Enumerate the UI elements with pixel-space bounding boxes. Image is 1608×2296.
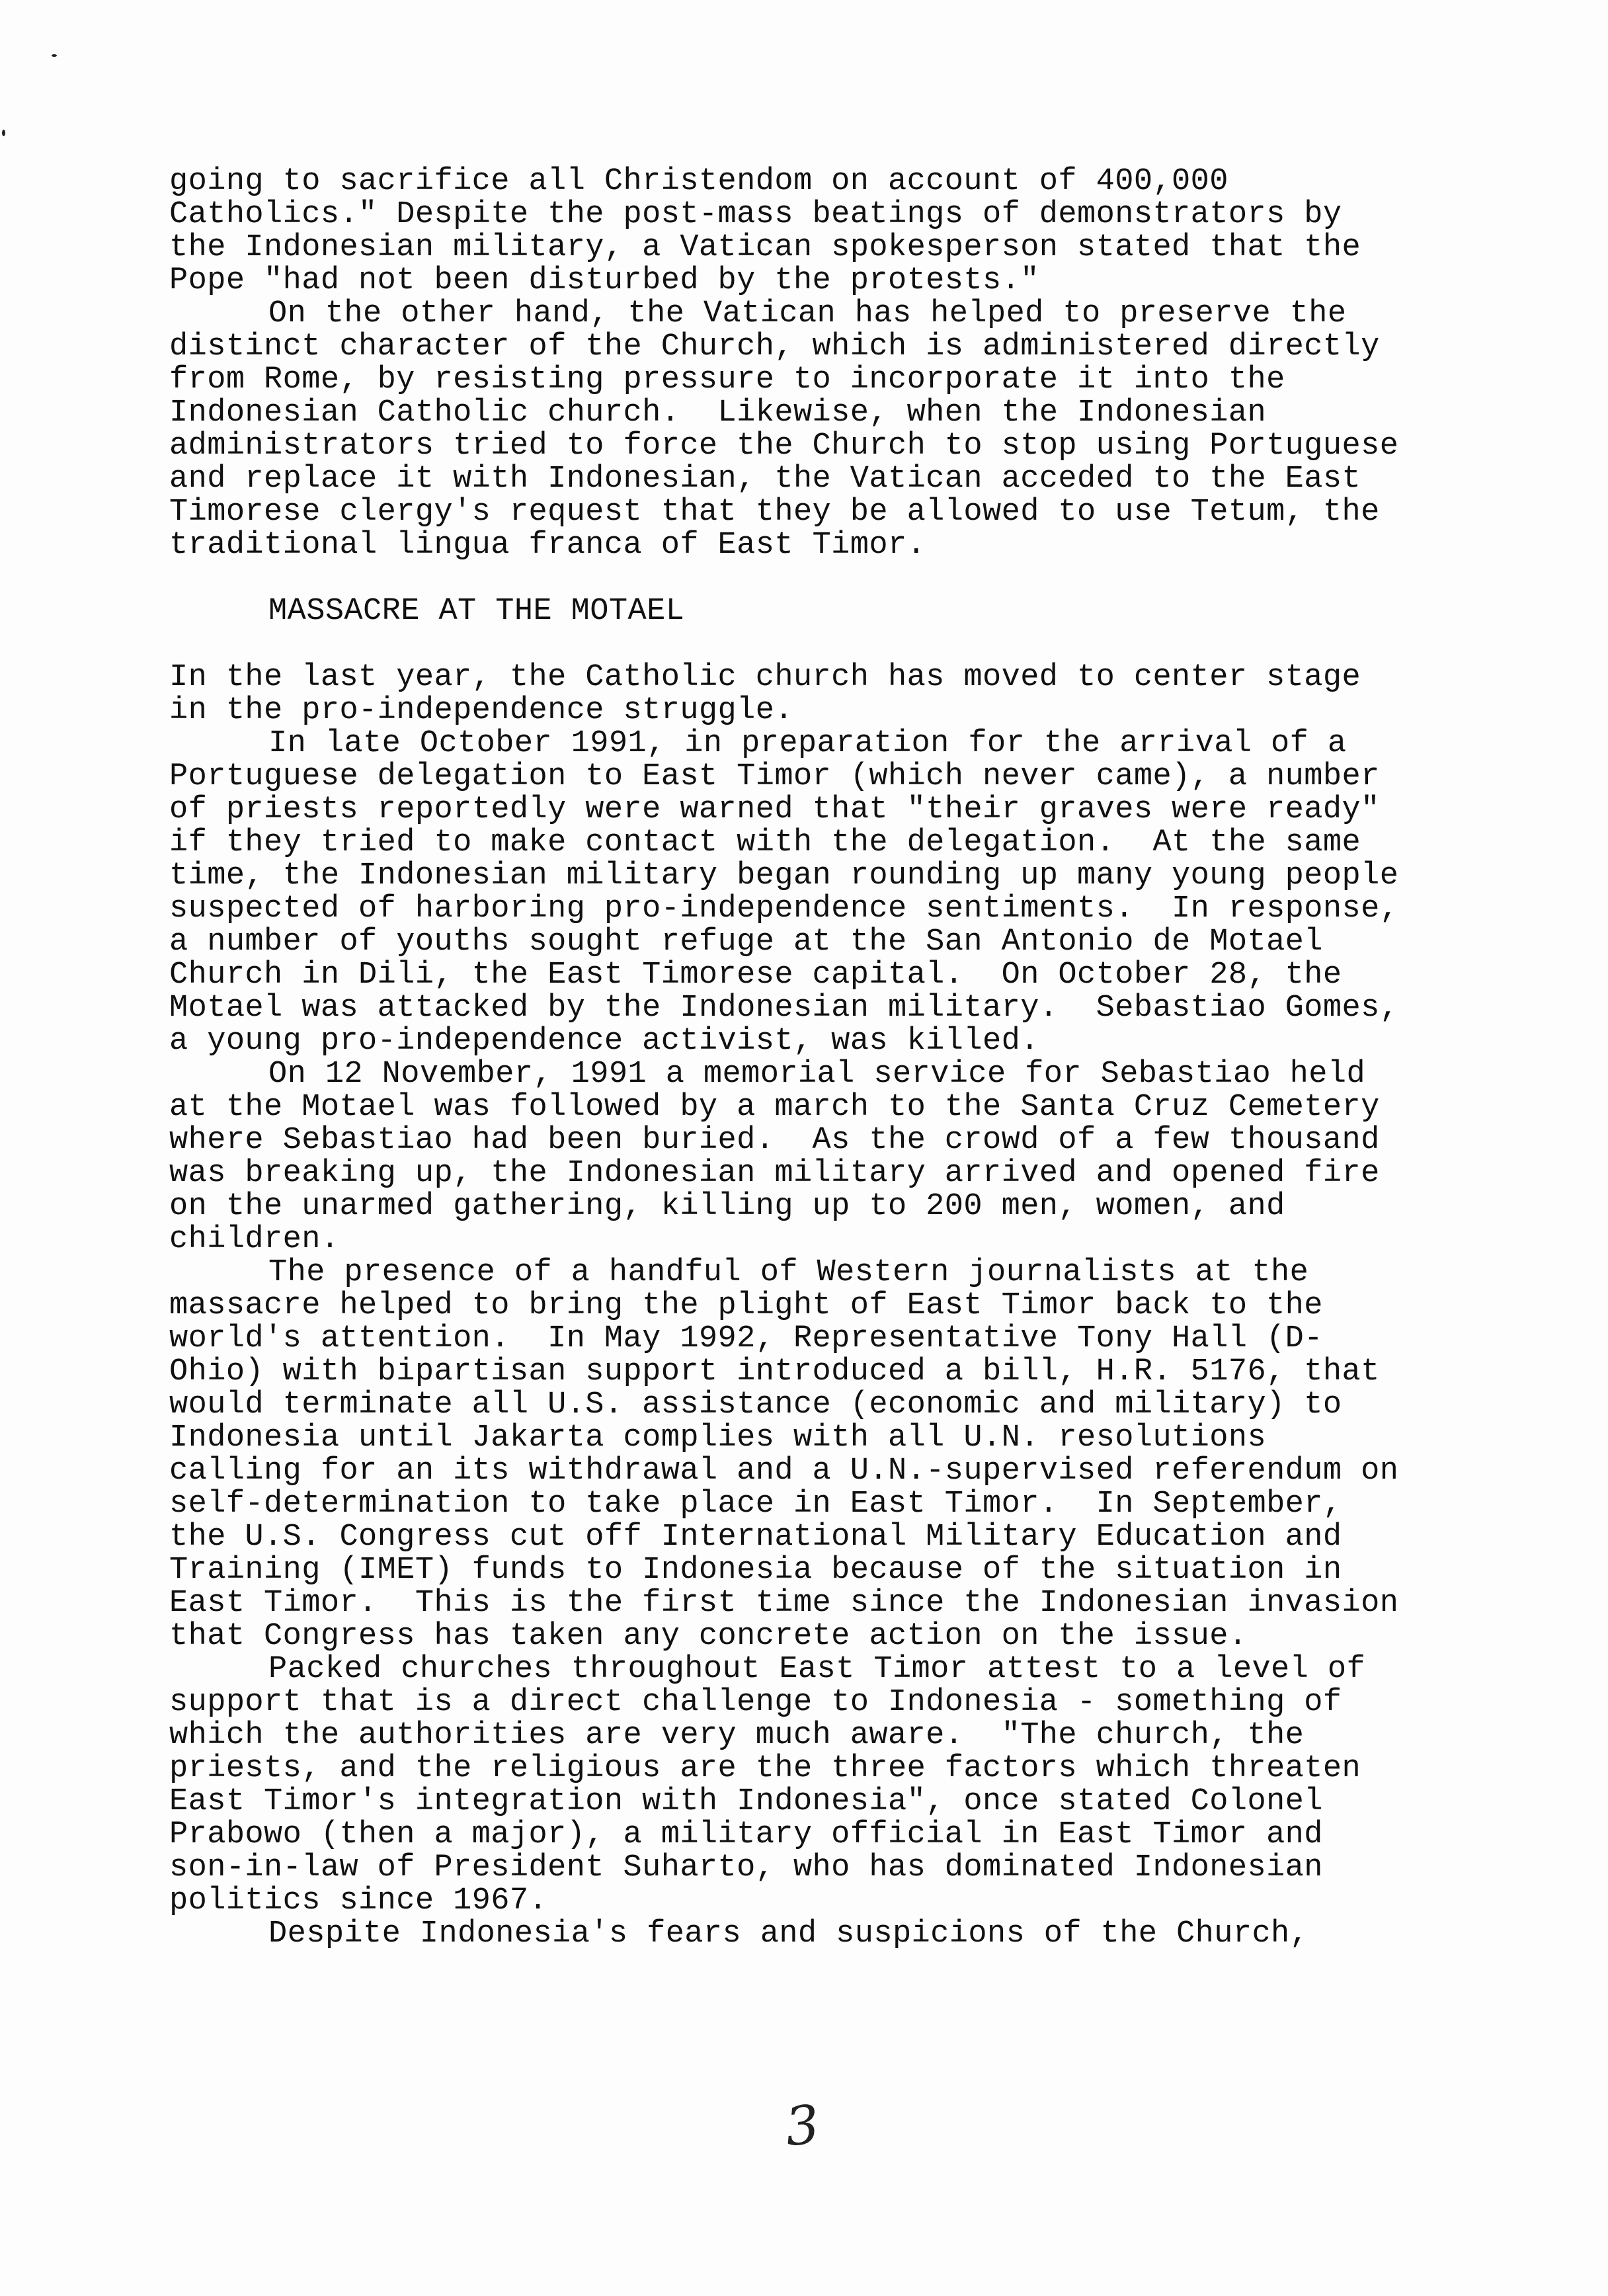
text-line-indented: On the other hand, the Vatican has helped to preserve the: [268, 296, 1347, 331]
text-line: Portuguese delegation to East Timor (which never came), a number: [169, 759, 1380, 794]
paragraph-gap: [169, 628, 1492, 661]
text-line: son-in-law of President Suharto, who has dominated Indonesian: [169, 1850, 1323, 1885]
text-line: Pope "had not been disturbed by the protests.": [169, 263, 1039, 298]
text-line: Indonesian Catholic church. Likewise, when the Indonesian: [169, 395, 1267, 430]
text-line: In the last year, the Catholic church has moved to center stage: [169, 660, 1361, 695]
text-line: Timorese clergy's request that they be allowed to use Tetum, the: [169, 495, 1380, 530]
text-line: East Timor's integration with Indonesia", once stated Colonel: [169, 1784, 1323, 1819]
text-line: massacre helped to bring the plight of East Timor back to the: [169, 1288, 1323, 1323]
text-line: Church in Dili, the East Timorese capital. On October 28, the: [169, 958, 1342, 993]
text-line: that Congress has taken any concrete action on the issue.: [169, 1619, 1248, 1654]
text-line: administrators tried to force the Church to stop using Portuguese: [169, 429, 1399, 464]
text-line: in the pro-independence struggle.: [169, 693, 793, 728]
text-line-indented: The presence of a handful of Western journalists at the: [268, 1255, 1309, 1290]
text-line: of priests reportedly were warned that "their graves were ready": [169, 792, 1380, 827]
text-line: East Timor. This is the first time since the Indonesian invasion: [169, 1586, 1399, 1621]
text-line: children.: [169, 1222, 340, 1257]
text-line: would terminate all U.S. assistance (economic and military) to: [169, 1387, 1342, 1422]
text-line: Ohio) with bipartisan support introduced a bill, H.R. 5176, that: [169, 1354, 1380, 1389]
text-line: traditional lingua franca of East Timor.: [169, 528, 926, 563]
text-line: world's attention. In May 1992, Representative Tony Hall (D-: [169, 1321, 1323, 1356]
document-body: [169, 165, 1492, 1951]
paragraph-gap: [169, 562, 1492, 595]
text-line: on the unarmed gathering, killing up to 200 men, women, and: [169, 1189, 1285, 1224]
section-heading: MASSACRE AT THE MOTAEL: [268, 594, 685, 629]
text-line-indented: Packed churches throughout East Timor attest to a level of: [268, 1652, 1366, 1687]
text-line: Prabowo (then a major), a military official in East Timor and: [169, 1817, 1323, 1852]
text-line: from Rome, by resisting pressure to incorporate it into the: [169, 362, 1285, 397]
text-line: time, the Indonesian military began rounding up many young people: [169, 858, 1399, 893]
text-line: was breaking up, the Indonesian military arrived and opened fire: [169, 1156, 1380, 1191]
text-line: calling for an its withdrawal and a U.N.-supervised referendum on: [169, 1454, 1399, 1489]
text-line: the U.S. Congress cut off International Military Education and: [169, 1520, 1342, 1555]
text-line: Training (IMET) funds to Indonesia because of the situation in: [169, 1553, 1342, 1588]
text-line: and replace it with Indonesian, the Vatican acceded to the East: [169, 462, 1361, 497]
text-line: which the authorities are very much aware. "The church, the: [169, 1718, 1305, 1753]
text-line: at the Motael was followed by a march to the Santa Cruz Cemetery: [169, 1090, 1380, 1125]
text-line: going to sacrifice all Christendom on account of 400,000: [169, 164, 1228, 199]
text-line: priests, and the religious are the three factors which threaten: [169, 1751, 1361, 1786]
scan-speck: [2, 130, 5, 136]
text-line-indented: On 12 November, 1991 a memorial service for Sebastiao held: [268, 1057, 1366, 1092]
text-line: Indonesia until Jakarta complies with all U.N. resolutions: [169, 1420, 1267, 1456]
text-line-indented: Despite Indonesia's fears and suspicions of the Church,: [268, 1916, 1309, 1951]
text-line: suspected of harboring pro-independence sentiments. In response,: [169, 891, 1399, 926]
text-line: distinct character of the Church, which is administered directly: [169, 329, 1380, 364]
text-line: politics since 1967.: [169, 1883, 548, 1918]
text-line: the Indonesian military, a Vatican spokesperson stated that the: [169, 230, 1361, 265]
text-line: if they tried to make contact with the delegation. At the same: [169, 825, 1361, 860]
scan-speck: [52, 54, 57, 57]
text-line-indented: In late October 1991, in preparation for the arrival of a: [268, 726, 1347, 761]
text-line: self-determination to take place in East Timor. In September,: [169, 1487, 1342, 1522]
text-line: a number of youths sought refuge at the San Antonio de Motael: [169, 924, 1323, 960]
page-number: 3: [782, 2093, 823, 2158]
text-line: a young pro-independence activist, was killed.: [169, 1024, 1039, 1059]
text-line: where Sebastiao had been buried. As the crowd of a few thousand: [169, 1123, 1380, 1158]
text-line: support that is a direct challenge to Indonesia - something of: [169, 1685, 1342, 1720]
text-line: Motael was attacked by the Indonesian military. Sebastiao Gomes,: [169, 991, 1399, 1026]
text-line: Catholics." Despite the post-mass beatings of demonstrators by: [169, 197, 1342, 232]
